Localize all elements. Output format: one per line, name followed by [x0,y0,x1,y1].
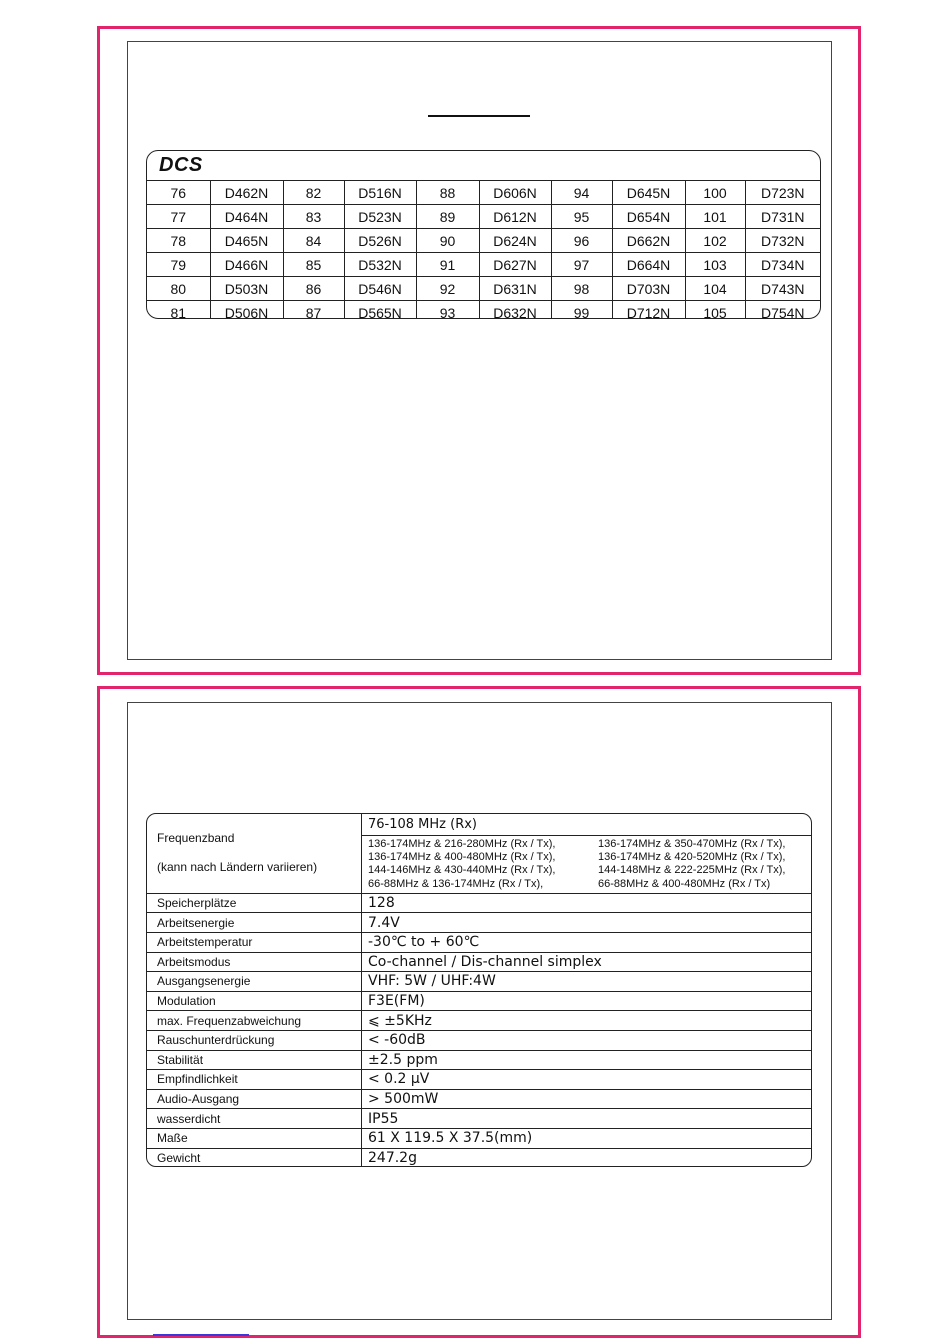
dcs-channel-number: 83 [283,205,344,229]
spec-row [147,913,811,933]
spec-value: 247.2g [362,1148,812,1167]
spec-row [147,991,811,1011]
dcs-code: D754N [745,301,820,320]
dcs-channel-number: 94 [551,181,612,205]
dcs-channel-number: 89 [416,205,479,229]
dcs-channel-number: 92 [416,277,479,301]
dcs-channel-number: 77 [147,205,210,229]
dcs-code: D624N [479,229,551,253]
spec-row [147,1109,811,1129]
dcs-channel-number: 91 [416,253,479,277]
dcs-channel-number: 87 [283,301,344,320]
spec-label: Empfindlichkeit [147,1070,362,1090]
spec-row [147,1148,811,1167]
dcs-channel-number: 84 [283,229,344,253]
dcs-channel-number: 105 [685,301,745,320]
dcs-channel-number: 88 [416,181,479,205]
spec-value: Co-channel / Dis-channel simplex [362,952,812,972]
dcs-code: D546N [344,277,416,301]
specifications-grid [147,814,811,1167]
dcs-code: D662N [612,229,685,253]
spec-label: wasserdicht [147,1109,362,1129]
spec-value: 128 [362,893,812,913]
dcs-channel-number: 82 [283,181,344,205]
dcs-code: D654N [612,205,685,229]
spec-row [147,1070,811,1090]
spec-row-frequency-band [147,814,811,893]
dcs-code: D526N [344,229,416,253]
dcs-channel-number: 93 [416,301,479,320]
dcs-row [147,301,820,320]
frequency-band-item: 136-174MHz & 216-280MHz (Rx / Tx), [368,838,556,850]
spec-value: 7.4V [362,913,812,933]
spec-row [147,1011,811,1031]
dcs-code: D523N [344,205,416,229]
dcs-row [147,253,820,277]
spec-label: Stabilität [147,1050,362,1070]
frequency-band-item: 66-88MHz & 136-174MHz (Rx / Tx), [368,877,544,890]
spec-label: Speicherplätze [147,893,362,913]
dcs-code: D516N [344,181,416,205]
dcs-code-table [146,150,821,319]
spec-row [147,952,811,972]
spec-value: IP55 [362,1109,812,1129]
spec-label-cell [147,814,362,893]
spec-value: ⩽ ±5KHz [362,1011,812,1031]
dcs-channel-number: 96 [551,229,612,253]
dcs-code: D723N [745,181,820,205]
spec-value: F3E(FM) [362,991,812,1011]
dcs-code: D466N [210,253,283,277]
frequency-band-item: 144-148MHz & 222-225MHz (Rx / Tx), [598,864,786,877]
spec-value: < 0.2 μV [362,1070,812,1090]
dcs-code: D664N [612,253,685,277]
dcs-channel-number: 99 [551,301,612,320]
frequency-band-item: 136-174MHz & 400-480MHz (Rx / Tx), [368,851,556,864]
dcs-channel-number: 79 [147,253,210,277]
spec-value: ±2.5 ppm [362,1050,812,1070]
dcs-code: D606N [479,181,551,205]
dcs-channel-number: 76 [147,181,210,205]
spec-label: Arbeitstemperatur [147,933,362,953]
dcs-channel-number: 102 [685,229,745,253]
page-top [127,41,832,660]
spec-row [147,1030,811,1050]
spec-row [147,1089,811,1109]
dcs-code: D565N [344,301,416,320]
spec-row [147,972,811,992]
dcs-code: D731N [745,205,820,229]
spec-value-cell [362,814,812,893]
dcs-code: D743N [745,277,820,301]
dcs-row [147,229,820,253]
spec-value: VHF: 5W / UHF:4W [362,972,812,992]
frequency-band-list [368,836,811,893]
dcs-channel-number: 78 [147,229,210,253]
spec-row [147,1050,811,1070]
dcs-channel-number: 80 [147,277,210,301]
dcs-code: D503N [210,277,283,301]
spec-value: > 500mW [362,1089,812,1109]
dcs-code: D712N [612,301,685,320]
spec-value: 61 X 119.5 X 37.5(mm) [362,1128,812,1148]
dcs-code-grid [147,181,820,319]
dcs-row [147,205,820,229]
spec-label: Rauschunterdrückung [147,1030,362,1050]
dcs-code: D612N [479,205,551,229]
spec-label: Gewicht [147,1148,362,1167]
frequency-band-item: 136-174MHz & 420-520MHz (Rx / Tx), [598,851,786,864]
spec-row [147,893,811,913]
dcs-channel-number: 98 [551,277,612,301]
dcs-channel-number: 85 [283,253,344,277]
frequency-band-item: 66-88MHz & 400-480MHz (Rx / Tx) [598,877,771,890]
dcs-channel-number: 104 [685,277,745,301]
dcs-channel-number: 103 [685,253,745,277]
dcs-row [147,277,820,301]
spec-label: Frequenzband [157,831,235,846]
dcs-channel-number: 86 [283,277,344,301]
title-underline [428,115,530,117]
dcs-code: D465N [210,229,283,253]
spec-label: Arbeitsenergie [147,913,362,933]
dcs-channel-number: 95 [551,205,612,229]
frequency-band-item: 136-174MHz & 350-470MHz (Rx / Tx), [598,838,786,850]
spec-label: Modulation [147,991,362,1011]
spec-value: < -60dB [362,1030,812,1050]
dcs-code: D645N [612,181,685,205]
dcs-code: D462N [210,181,283,205]
dcs-row [147,181,820,205]
dcs-table-header [147,151,820,181]
dcs-channel-number: 90 [416,229,479,253]
specifications-table [146,813,812,1167]
dcs-code: D732N [745,229,820,253]
dcs-channel-number: 100 [685,181,745,205]
dcs-code: D632N [479,301,551,320]
dcs-code: D464N [210,205,283,229]
spec-label: Arbeitsmodus [147,952,362,972]
spec-label-note: (kann nach Ländern variieren) [157,860,318,875]
dcs-channel-number: 97 [551,253,612,277]
spec-label: max. Frequenzabweichung [147,1011,362,1031]
dcs-code: D506N [210,301,283,320]
dcs-table-title: DCS [159,154,203,176]
spec-value-rx: 76-108 MHz (Rx) [362,814,811,836]
dcs-code: D627N [479,253,551,277]
link-underline [153,1334,249,1336]
spec-row [147,1128,811,1148]
spec-label: Maße [147,1128,362,1148]
dcs-code: D703N [612,277,685,301]
spec-value: -30℃ to + 60℃ [362,933,812,953]
frequency-band-item: 144-146MHz & 430-440MHz (Rx / Tx), [368,864,556,877]
dcs-channel-number: 101 [685,205,745,229]
spec-label: Audio-Ausgang [147,1089,362,1109]
dcs-code: D631N [479,277,551,301]
dcs-code: D734N [745,253,820,277]
dcs-channel-number: 81 [147,301,210,320]
spec-label: Ausgangsenergie [147,972,362,992]
dcs-code: D532N [344,253,416,277]
spec-row [147,933,811,953]
